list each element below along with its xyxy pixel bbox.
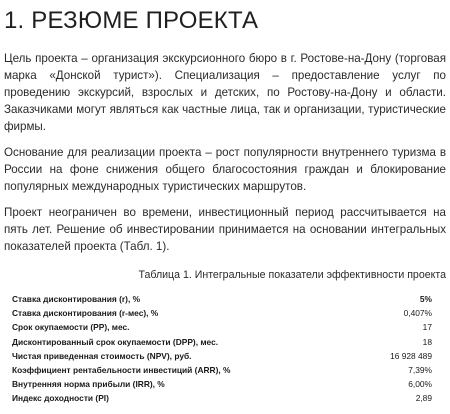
- paragraph-investment-period: Проект неограничен во времени, инвестиционный период рассчитывается на пять лет. Решение об инвестировании принимается на основании интегральных показателей проекта (Табл. 1).: [4, 206, 446, 253]
- metric-label: Ставка дисконтирования (r), %: [12, 294, 141, 304]
- metric-label: Внутренняя норма прибыли (IRR), %: [12, 379, 165, 390]
- metric-label: Ставка дисконтирования (r-мес), %: [12, 308, 159, 319]
- metric-value: 6,00%: [408, 379, 432, 390]
- table-caption: Таблица 1. Интегральные показатели эффективности проекта: [138, 269, 446, 281]
- metric-value: 18: [422, 336, 432, 347]
- metric-label: Коэффициент рентабельности инвестиций (ARR), %: [12, 365, 231, 376]
- table-row: [12, 306, 440, 320]
- metric-value: 16 928 489: [390, 350, 432, 361]
- table-row: [12, 363, 440, 377]
- paragraph-project-goal: Цель проекта – организация экскурсионного бюро в г. Ростове-на-Дону (торговая марка «Донской турист»). Специализация – предоставление услуг по проведению экскурсий, взрослых и детских, по Ростову-на-Дону и области. Заказчиками могут являться как частные лица, так и организации, туристические фирмы.: [4, 52, 446, 133]
- metric-value: 2,89: [415, 393, 432, 404]
- document-page: [4, 0, 446, 406]
- table-row: [12, 349, 440, 363]
- table-row: [12, 377, 440, 391]
- table-row: [12, 320, 440, 334]
- metric-value: 0,407%: [403, 308, 432, 319]
- metrics-table: [12, 292, 440, 406]
- table-row: [12, 391, 440, 405]
- metric-value: 7,39%: [408, 365, 432, 376]
- paragraph-project-basis: Основание для реализации проекта – рост популярности внутреннего туризма в России на фоне снижения общего благосостояния граждан и блокирование популярных международных туристических маршрутов.: [4, 146, 446, 193]
- table-row: [12, 292, 440, 306]
- table-row: [12, 335, 440, 349]
- metric-value: 17: [422, 322, 432, 333]
- metric-value: 5%: [419, 294, 432, 304]
- metric-label: Индекс доходности (PI): [12, 393, 109, 404]
- metric-label: Дисконтированный срок окупаемости (DPP), мес.: [12, 336, 219, 347]
- metric-label: Срок окупаемости (PP), мес.: [12, 322, 130, 333]
- metric-label: Чистая приведенная стоимость (NPV), руб.: [12, 350, 192, 361]
- section-heading: 1. РЕЗЮМЕ ПРОЕКТА: [4, 7, 259, 34]
